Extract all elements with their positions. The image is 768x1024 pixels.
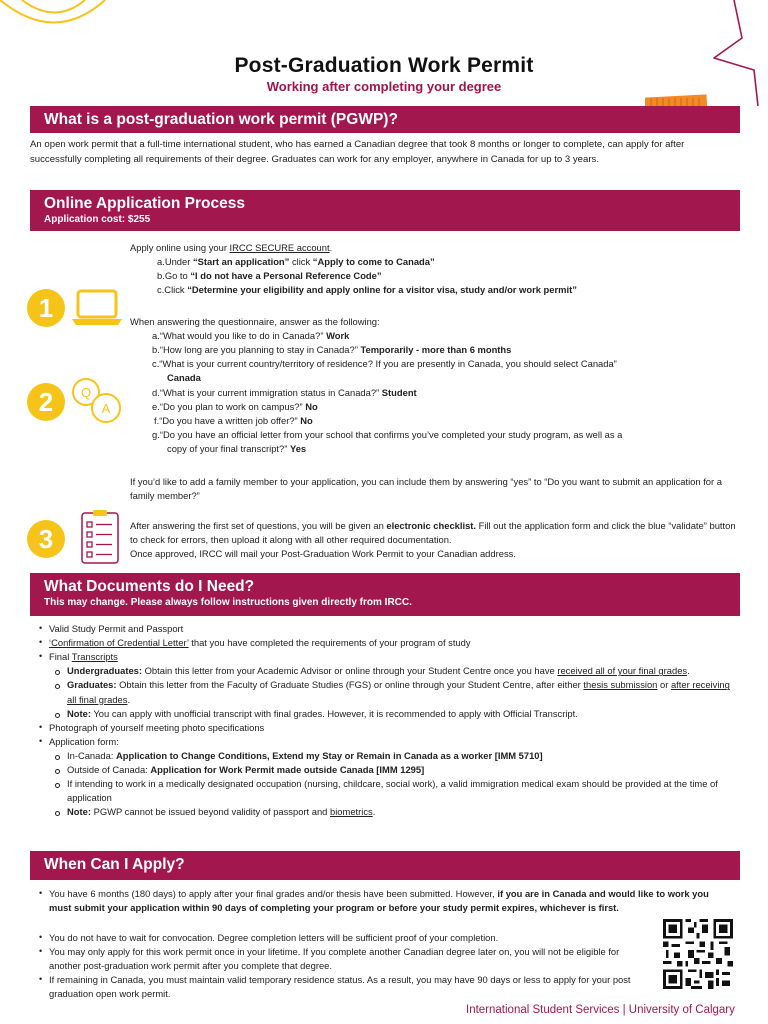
decorative-arcs [0,0,110,30]
svg-text:Q: Q [80,385,92,400]
list-item: • You may only apply for this work permit once in your lifetime. If you complete another Canadian degree later on, you will not be eligible for another post-graduation work permit after you complete that degree. [34,945,644,973]
step-2-qa-icon [26,372,126,432]
sub-list-item: Outside of Canada: Application for Work Permit made outside Canada [IMM 1295] [49,763,740,777]
sub-list-item: Graduates: Obtain this letter from the Faculty of Graduate Studies (FGS) or online through your Student Centre, after either thesis submission or after receiving all final grades. [49,678,740,706]
section-heading: What Documents do I Need? [44,578,255,595]
when-apply-list [34,887,724,915]
qr-code[interactable] [663,919,733,989]
section-heading: When Can I Apply? [44,856,185,873]
step-3-content [130,519,740,561]
step-1-item: b.Go to “I do not have a Personal Reference Code” [157,270,382,282]
step-2-intro: When answering the questionnaire, answer as the following: [130,316,380,327]
question-answer: Canada [167,372,201,384]
footer-credit: International Student Services | University of Calgary [466,1004,735,1016]
list-item: • Valid Study Permit and Passport [34,622,740,636]
section-banner-when-apply [30,851,740,880]
section-banner-documents [30,573,740,616]
step-3-checklist-icon [26,509,126,567]
section-banner-pgwp [30,106,740,133]
sub-list-item: Note: PGWP cannot be issued beyond validity of passport and biometrics. [49,805,740,819]
step-3-number: 3 [38,524,54,554]
step-1-intro: Apply online using your IRCC SECURE account. [130,242,333,253]
section-heading: What is a post-graduation work permit (PGWP)? [44,111,398,128]
question-item: c.“What is your current country/territory of residence? If you are presently in Canada, you should select Canada” [152,358,617,370]
step-2-number: 2 [38,387,54,417]
page-subtitle: Working after completing your degree [266,79,502,94]
list-item: • ‘Confirmation of Credential Letter’ that you have completed the requirements of your program of study [34,636,740,650]
pgwp-description: An open work permit that a full-time international student, who has earned a Canadian degree that took 8 months or longer to complete, can apply for after successfully completing all requirements of their degree. Graduates can work for any employer, anywhere in Canada for up to 3 years. [30,139,685,165]
list-item: • You do not have to wait for convocation. Degree completion letters will be sufficient proof of your completion. [34,931,644,945]
sub-list-item: Note: You can apply with unofficial transcript with final grades. However, it is recommended to apply with Official Transcript. [49,707,740,721]
question-item: e.“Do you plan to work on campus?” No [152,400,318,412]
question-item: d.“What is your current immigration status in Canada?” Student [152,386,417,398]
biometrics-link[interactable]: biometrics [330,806,373,818]
when-apply-list-cont [34,931,644,1002]
documents-list [34,622,740,820]
list-item: • If remaining in Canada, you must maintain valid temporary residence status. As a result, you may have 90 days or less to apply for your post graduation open work permit. [34,973,644,1001]
step-1-content [130,241,740,297]
sub-list-item: If intending to work in a medically designated occupation (nursing, childcare, social work), a valid immigration medical exam should be provided at the time of application [49,777,740,805]
step-1-item: a.Under “Start an application” click “Apply to come to Canada” [157,256,435,268]
page-title: Post-Graduation Work Permit [234,54,534,77]
step-1-number: 1 [38,293,54,323]
section-banner-application [30,190,740,231]
family-member-note: If you’d like to add a family member to your application, you can include them by answering “yes” to “Do you want to submit an application for a family member?” [130,476,722,502]
step-3-text: After answering the first set of questions, you will be given an electronic checklist. Fill out the application form and click the blue “validate” button to check for errors, then upload it along with all other required documentation. [130,520,736,546]
sub-list-item: Undergraduates: Obtain this letter from your Academic Advisor or online through your Student Centre once you have received all of your final grades. [49,664,740,678]
section-subheading: This may change. Please always follow instructions given directly from IRCC. [44,596,412,608]
step-1-item: c.Click “Determine your eligibility and apply online for a visitor visa, study and/or work permit” [157,284,577,296]
sub-list-item: In-Canada: Application to Change Conditions, Extend my Stay or Remain in Canada as a worker [IMM 5710] [49,749,740,763]
question-item: a.“What would you like to do in Canada?” Work [152,330,350,342]
ircc-secure-account-link[interactable]: IRCC SECURE account [229,242,330,253]
transcripts-link[interactable]: Transcripts [71,651,118,663]
list-item: • Application form: In-Canada: Application to Change Conditions, Extend my Stay or Remain in Canada as a worker [IMM 5710] Outside of Canada: Application for Work Permit made outside Canada [IMM 1295] If intending to work in a medically designated occupation (nursing, childcare, social work), a valid immigration medical exam should be provided at the time of application Note: PGWP cannot be issued beyond validity of passport and biometrics. [34,735,740,820]
question-item: b.“How long are you planning to stay in Canada?” Temporarily - more than 6 months [152,344,512,356]
thesis-submission-link[interactable]: thesis submission [583,679,658,691]
question-item: f.“Do you have a written job offer?” No [154,414,313,426]
final-grades-link[interactable]: received all of your final grades [557,665,688,677]
all-final-grades-link[interactable]: after receiving all final grades [67,679,730,705]
question-item-cont: copy of your final transcript?” Yes [167,442,307,454]
step-1-laptop-icon [26,287,126,329]
section-heading: Online Application Process [44,195,245,212]
list-item: • Final Transcripts Undergraduates: Obtain this letter from your Academic Advisor or online through your Student Centre once you have received all of your final grades. Graduates: Obtain this letter from the Faculty of Graduate Studies (FGS) or online through your Student Centre, after either thesis submission or after receiving all final grades. Note: You can apply with unofficial transcript with final grades. However, it is recommended to apply with Official Transcript. [34,650,740,721]
application-cost: Application cost: $255 [44,213,151,225]
step-3-mail-note: Once approved, IRCC will mail your Post-Graduation Work Permit to your Canadian address. [130,548,516,560]
list-item: • Photograph of yourself meeting photo specifications [34,721,740,735]
list-item: • You have 6 months (180 days) to apply after your final grades and/or thesis have been submitted. However, if you are in Canada and would like to work you must submit your application within 90 days of completing your program or before your study permit expires, whichever is first. [34,887,724,915]
svg-text:A: A [101,401,111,416]
question-item: g.“Do you have an official letter from your school that confirms you’ve completed your study program, as well as a [152,428,623,440]
step-2-content [130,315,740,456]
confirmation-letter-link[interactable]: ‘Confirmation of Credential Letter’ [49,637,189,649]
